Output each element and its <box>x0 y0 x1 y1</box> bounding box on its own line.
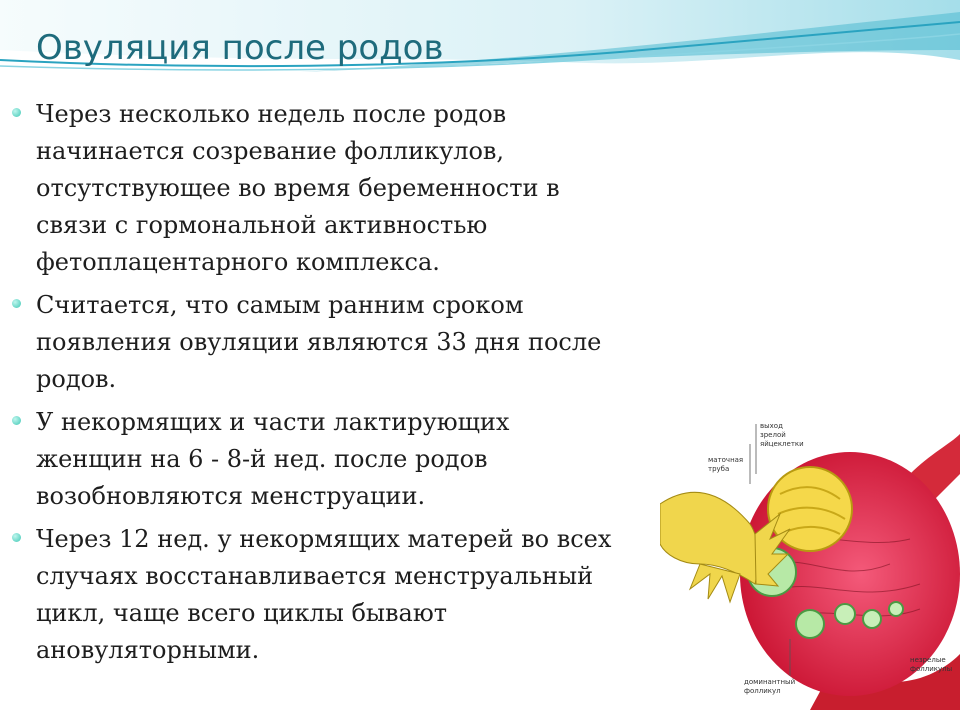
bullet-dot-icon <box>12 108 21 117</box>
bullet-dot-icon <box>12 533 21 542</box>
bullet-text: У некормящих и части лактирующих женщин на 6 - 8-й нед. после родов возобновляются менструации. <box>36 408 510 510</box>
label-dominant-follicle: доминантный фолликул <box>744 678 796 695</box>
bullet-dot-icon <box>12 416 21 425</box>
bullet-item <box>12 521 612 669</box>
label-immature-follicles: незрелые фолликулы <box>910 656 953 673</box>
bullet-dot-icon <box>12 299 21 308</box>
bullet-item <box>12 96 612 281</box>
bullet-list <box>12 96 612 675</box>
bullet-item <box>12 404 612 515</box>
slide-title: Овуляция после родов <box>36 28 444 68</box>
bullet-item <box>12 287 612 398</box>
bullet-text: Через 12 нед. у некормящих матерей во всех случаях восстанавливается менструальный цикл, чаще всего циклы бывают ановуляторными. <box>36 525 612 664</box>
bullet-text: Через несколько недель после родов начинается созревание фолликулов, отсутствующее во время беременности в связи с гормональной активностью фетоплацентарного комплекса. <box>36 100 560 276</box>
bullet-text: Считается, что самым ранним сроком появления овуляции являются 33 дня после родов. <box>36 291 602 393</box>
ovary-illustration <box>660 414 960 710</box>
label-egg-release: выход зрелой яйцеклетки <box>760 422 804 448</box>
label-tube: маточная труба <box>708 456 744 473</box>
